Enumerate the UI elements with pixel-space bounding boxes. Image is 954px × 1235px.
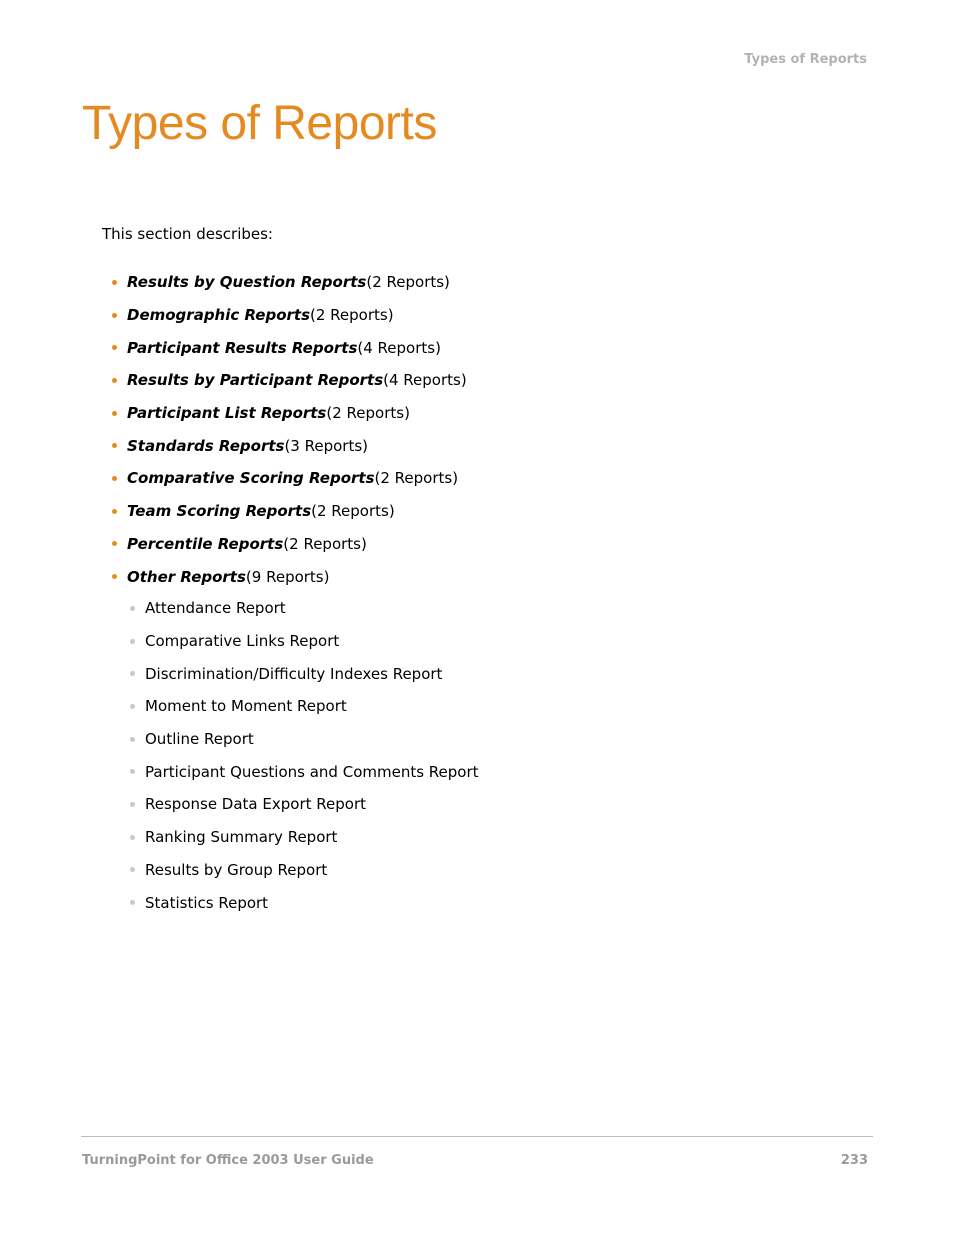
other-report-label: Moment to Moment Report	[145, 697, 347, 716]
running-header: Types of Reports	[744, 52, 867, 67]
bullet-icon	[130, 867, 135, 872]
bullet-icon	[130, 769, 135, 774]
list-item	[130, 690, 479, 723]
list-item	[130, 755, 479, 788]
other-report-label: Discrimination/Difficulty Indexes Report	[145, 664, 443, 683]
report-type-count: (2 Reports)	[366, 273, 450, 292]
report-type-count: (2 Reports)	[311, 502, 395, 521]
report-type-title: Other Reports	[127, 567, 246, 586]
bullet-icon	[112, 443, 117, 448]
bullet-icon	[112, 509, 117, 514]
bullet-icon	[130, 835, 135, 840]
report-type-count: (2 Reports)	[374, 469, 459, 488]
page-title: Types of Reports	[82, 97, 437, 150]
report-types-list	[112, 266, 467, 593]
list-item	[130, 592, 479, 625]
report-type-title: Demographic Reports	[127, 306, 311, 325]
list-item	[112, 462, 467, 495]
bullet-icon	[130, 606, 135, 611]
list-item	[112, 528, 467, 561]
bullet-icon	[130, 671, 135, 676]
other-report-label: Outline Report	[145, 730, 254, 749]
report-type-count: (4 Reports)	[383, 371, 467, 390]
bullet-icon	[112, 280, 117, 285]
report-type-title: Team Scoring Reports	[127, 502, 312, 521]
list-item	[130, 886, 479, 919]
bullet-icon	[130, 802, 135, 807]
bullet-icon	[112, 313, 117, 318]
other-report-label: Attendance Report	[145, 599, 286, 618]
report-type-count: (2 Reports)	[283, 534, 367, 553]
bullet-icon	[112, 476, 117, 481]
other-reports-list	[130, 592, 479, 919]
page-number: 233	[840, 1153, 868, 1168]
report-type-title: Comparative Scoring Reports	[127, 469, 375, 488]
report-type-count: (9 Reports)	[245, 567, 330, 586]
list-item	[112, 266, 467, 299]
bullet-icon	[130, 900, 135, 905]
report-type-count: (2 Reports)	[310, 306, 394, 325]
report-type-title: Results by Question Reports	[127, 273, 367, 292]
bullet-icon	[130, 639, 135, 644]
list-item	[130, 657, 479, 690]
list-item	[112, 560, 467, 593]
report-type-title: Participant Results Reports	[127, 338, 358, 357]
list-item	[112, 331, 467, 364]
bullet-icon	[112, 345, 117, 350]
list-item	[112, 429, 467, 462]
report-type-title: Results by Participant Reports	[127, 371, 384, 390]
bullet-icon	[112, 411, 117, 416]
report-type-title: Standards Reports	[127, 436, 285, 455]
footer-guide-title: TurningPoint for Office 2003 User Guide	[82, 1153, 374, 1168]
list-item	[130, 821, 479, 854]
report-type-title: Percentile Reports	[127, 534, 284, 553]
bullet-icon	[130, 737, 135, 742]
list-item	[112, 495, 467, 528]
list-item	[112, 397, 467, 430]
bullet-icon	[112, 574, 117, 579]
list-item	[112, 299, 467, 332]
other-report-label: Participant Questions and Comments Report	[145, 762, 479, 781]
list-item	[130, 723, 479, 756]
list-item	[130, 854, 479, 887]
report-type-count: (4 Reports)	[357, 338, 441, 357]
other-report-label: Ranking Summary Report	[145, 828, 338, 847]
list-item	[130, 788, 479, 821]
other-report-label: Comparative Links Report	[145, 632, 340, 651]
intro-text: This section describes:	[102, 225, 273, 243]
other-report-label: Response Data Export Report	[145, 795, 366, 814]
report-type-count: (3 Reports)	[284, 436, 368, 455]
other-report-label: Statistics Report	[145, 893, 269, 912]
list-item	[112, 364, 467, 397]
other-report-label: Results by Group Report	[145, 860, 328, 879]
bullet-icon	[112, 541, 117, 546]
footer-divider	[81, 1136, 873, 1137]
bullet-icon	[130, 704, 135, 709]
report-type-title: Participant List Reports	[127, 404, 327, 423]
report-type-count: (2 Reports)	[326, 404, 410, 423]
list-item	[130, 625, 479, 658]
bullet-icon	[112, 378, 117, 383]
